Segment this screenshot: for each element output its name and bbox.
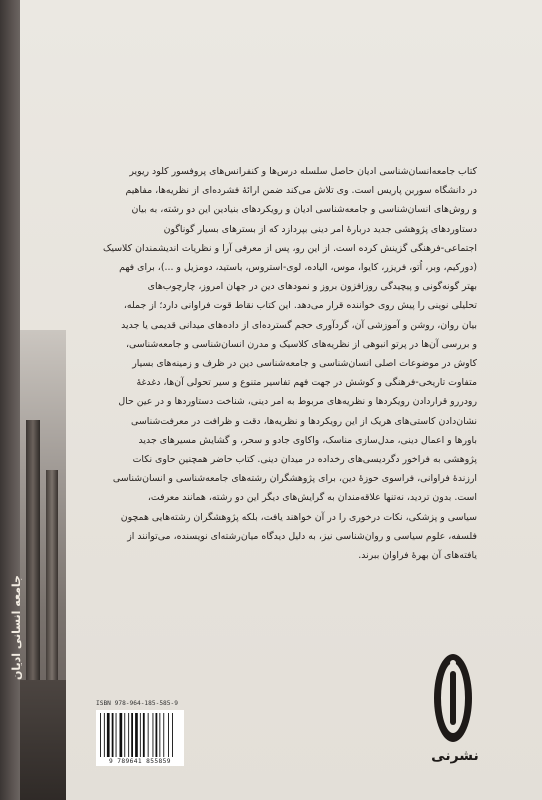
barcode-bar: [124, 713, 125, 757]
blurb-line: بهتر گونه‌گونی و پیچیدگی روزافزون بروز و نمودهای دین در جهان امروز، چارچوب‌های: [147, 281, 477, 293]
blurb-line: متفاوت تاریخی-فرهنگی و کوشش در جهت فهم تفاسیر متنوع و سیر تحولی آن‌ها، دغدغهٔ: [136, 377, 477, 389]
barcode-bar: [135, 713, 138, 757]
photo-ground: [20, 680, 66, 800]
barcode-bar: [128, 713, 129, 757]
blurb-line: در دانشگاه سوربن پاریس است. وی تلاش می‌کند ضمن ارائهٔ فشرده‌ای از نظریه‌ها، مفاهیم: [125, 185, 477, 197]
back-cover-blurb: [100, 162, 477, 565]
barcode-bar: [143, 713, 145, 757]
blurb-line: رودررو قراردادن رویکردها و نظریه‌های مربوط به امر دینی، شناخت دستاوردها و در عین حال: [118, 396, 477, 408]
barcode: [96, 710, 184, 766]
publisher-name: نشرنی: [431, 748, 479, 764]
ney-reed-logo-icon: [432, 651, 474, 746]
blurb-line: و بررسی آن‌ها در پرتو انبوهی از نظریه‌های کلاسیک و مدرن انسان‌شناسی و جامعه‌شناسی،: [125, 338, 477, 350]
barcode-bar: [172, 713, 173, 757]
barcode-bar: [120, 713, 123, 757]
barcode-bar: [131, 713, 133, 757]
blurb-line: باورها و اعمال دینی، مدل‌سازی مناسک، واکاوی جادو و سحر، و گشایش مسیرهای جدید: [138, 434, 477, 446]
blurb-line: تحلیلی نوینی را پیش روی خواننده قرار می‌دهد. این کتاب نقاط قوت فراوانی دارد؛ از جمله،: [123, 300, 477, 312]
barcode-bar: [140, 713, 141, 757]
blurb-line: است. بدون تردید، نه‌تنها علاقه‌مندان به گرایش‌های دیگر این دو رشته، همانند معرفت،: [147, 492, 477, 504]
blurb-line: دستاوردهای پژوهشی جدید دربارهٔ امر دینی بپردازد که از بسترهای بسیار گوناگون: [163, 223, 477, 235]
spine-edge: [0, 0, 20, 800]
blurb-line: فلسفه، علوم سیاسی و روان‌شناسی نیز، به دلیل دیدگاه میان‌رشته‌ای نویسنده، می‌توانند از: [127, 530, 477, 542]
blurb-line: سیاسی و پزشکی، نکات درخوری را در آن خواهند یافت، بلکه پژوهشگران رشته‌هایی همچون: [120, 511, 477, 523]
blurb-line: (دورکیم، وبر، اُتو، فریزر، کایوا، موس، الیاده، لوی-استروس، باستید، دومزیل و ...)، برای فهم: [119, 262, 477, 274]
stone-pillar: [26, 420, 40, 720]
barcode-bar: [163, 713, 164, 757]
isbn-label: ISBN 978-964-185-585-9: [96, 700, 178, 707]
barcode-bar: [168, 713, 169, 757]
spine-vertical-title: جامعه انسانی ادیان: [10, 575, 23, 680]
blurb-line: کاوش در موضوعات اصلی انسان‌شناسی و جامعه‌شناسی دین در ظرف و زمینه‌های بسیار: [132, 358, 477, 370]
barcode-bars: [100, 713, 180, 757]
barcode-digits: 9 789641 855859: [109, 758, 171, 765]
blurb-line: اجتماعی-فرهنگی گزینش کرده است. از این رو، پس از معرفی آرا و نظریات اندیشمندان کلاسیک: [102, 242, 477, 254]
barcode-bar: [100, 713, 101, 757]
blurb-line: بیان روان، روشن و آموزشی آن، گردآوری حجم گسترده‌ای از داده‌های میدانی قدیمی یا جدید: [121, 319, 477, 331]
barcode-bar: [116, 713, 117, 757]
blurb-line: کتاب جامعه‌انسان‌شناسی ادیان حاصل سلسله درس‌ها و کنفرانس‌های پروفسور کلود ریویر: [129, 166, 477, 177]
barcode-bar: [112, 713, 114, 757]
blurb-line: و روش‌های انسان‌شناسی و جامعه‌شناسی ادیان و رویکردهای بنیادین این دو رشته، به بیان: [131, 204, 477, 216]
barcode-bar: [107, 713, 110, 757]
barcode-bar: [148, 713, 149, 757]
barcode-bar: [156, 713, 158, 757]
barcode-bar: [104, 713, 105, 757]
blurb-line: یافته‌های آن بهرهٔ فراوان ببرند.: [358, 550, 477, 562]
blurb-line: نشان‌دادن کاستی‌های هریک از این رویکردها و نظریه‌ها، دقت و ظرافت در معرفت‌شناسی: [131, 415, 477, 427]
blurb-line: پژوهشی به فراخور دگردیسی‌های رخداده در میدان دینی. کتاب حاضر همچنین حاوی نکات: [132, 454, 477, 466]
blurb-line: ارزندهٔ فراوانی، فراسوی حوزهٔ دین، برای پژوهشگران رشته‌های جامعه‌شناسی و انسان‌شناسی: [112, 473, 477, 485]
barcode-bar: [153, 713, 154, 757]
cover-photo-strip: [20, 330, 66, 800]
barcode-bar: [159, 713, 160, 757]
isbn-barcode-block: [96, 700, 184, 780]
